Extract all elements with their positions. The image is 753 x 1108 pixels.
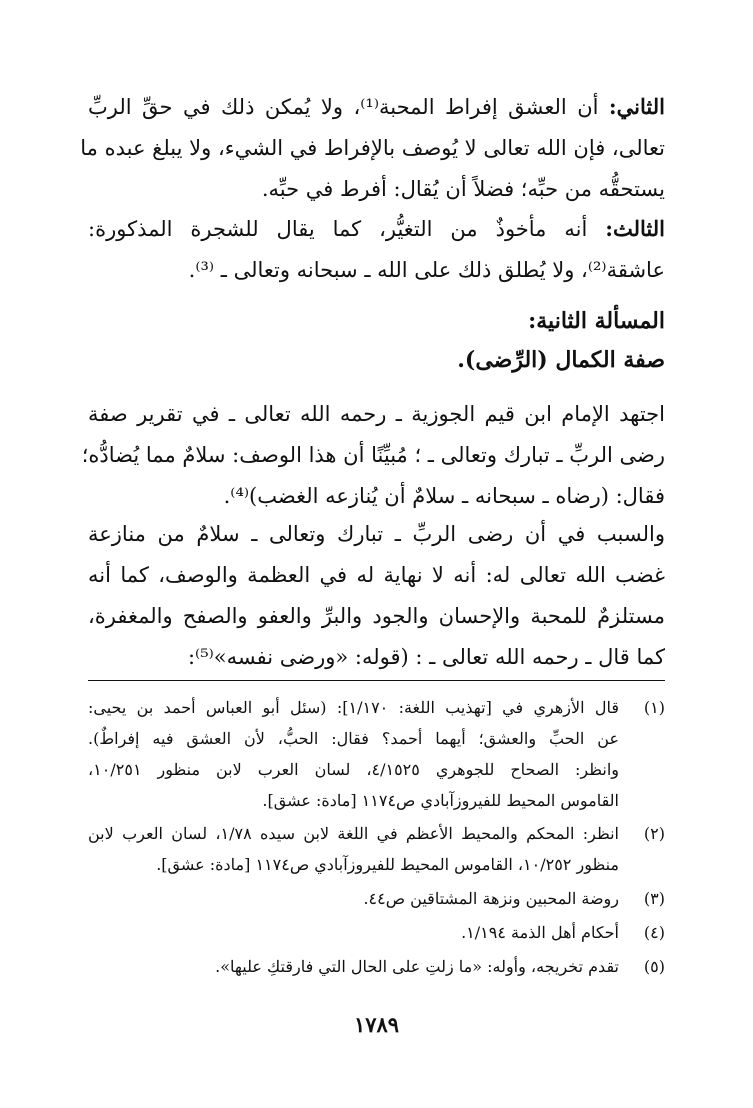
footnote-body: روضة المحبين ونزهة المشتاقين ص٤٤.	[363, 889, 619, 908]
footnote-body: تقدم تخريجه، وأوله: «ما زلتِ على الحال التي فارقتكِ عليها».	[215, 957, 619, 976]
paragraph-lead: الثالث:	[605, 216, 665, 241]
text-line: الثالث: أنه مأخوذٌ من التغيُّر، كما يقال للشجرة المذكورة:	[88, 216, 665, 241]
footnote-separator	[88, 680, 665, 681]
text-line: مستلزمٌ للمحبة والإحسان والجود والبرِّ والعفو والصفح والمغفرة،	[88, 604, 665, 628]
text-line: اجتهد الإمام ابن قيم الجوزية ـ رحمه الله تعالى ـ في تقرير صفة	[88, 402, 665, 426]
paragraph-third-reason	[88, 208, 665, 291]
paragraph-reason-rida	[88, 514, 665, 678]
footnote-body: أحكام أهل الذمة ١/١٩٤.	[461, 923, 619, 942]
paragraph-second-reason	[80, 86, 665, 210]
text-line: والسبب في أن رضى الربِّ ـ تبارك وتعالى ـ سلامٌ من منازعة	[88, 522, 665, 546]
text-line: فقال: (رضاه ـ سبحانه ـ سلامٌ أن يُنازعه الغضب)⁽⁴⁾.	[223, 484, 665, 508]
footnote-3	[88, 883, 665, 914]
text-line: غضب الله تعالى له: أنه لا نهاية له في العظمة والوصف، كما أنه	[88, 563, 665, 587]
footnote-number: (١)	[643, 698, 665, 717]
footnote-body: انظر: المحكم والمحيط الأعظم في اللغة لابن سيده ١/٧٨، لسان العرب لابن منظور ١٠/٢٥٢، القاموس المحيط للفيروزآبادي ص١١٧٤ [مادة: عشق].	[88, 824, 619, 874]
text-line: يستحقُّه من حبِّه؛ فضلاً أن يُقال: أفرط في حبِّه.	[261, 177, 665, 201]
page-number: ١٧٨٩	[353, 1012, 400, 1037]
footnote-1	[88, 692, 665, 816]
footnote-5	[88, 951, 665, 982]
text-line: رضى الربِّ ـ تبارك وتعالى ـ ؛ مُبيِّنًا أن هذا الوصف: سلامٌ مما يُضادُّه؛	[81, 443, 665, 467]
footnote-number: (٥)	[643, 957, 665, 976]
paragraph-ibn-qayyim	[81, 394, 665, 517]
footnote-number: (٢)	[643, 824, 665, 843]
footnote-4	[88, 917, 665, 948]
text-line: تعالى، فإن الله تعالى لا يُوصف بالإفراط في الشيء، ولا يبلغ عبده ما	[80, 136, 665, 160]
footnote-number: (٣)	[643, 889, 665, 908]
paragraph-lead: الثاني:	[608, 94, 665, 119]
text-line: الثاني: أن العشق إفراط المحبة⁽¹⁾، ولا يُمكن ذلك في حقِّ الربِّ	[88, 94, 665, 119]
footnote-2	[88, 818, 665, 880]
subheading: صفة الكمال (الرِّضى).	[457, 347, 665, 373]
footnote-number: (٤)	[643, 923, 665, 942]
section-heading: المسألة الثانية:	[528, 308, 665, 334]
text-line: عاشقة⁽²⁾، ولا يُطلق ذلك على الله ـ سبحانه وتعالى ـ ⁽³⁾.	[188, 258, 665, 282]
footnote-body: قال الأزهري في [تهذيب اللغة: ١/١٧٠]: (سئل أبو العباس أحمد بن يحيى: عن الحبِّ والعشق؛ أيهما أحمد؟ فقال: الحبُّ، لأن العشق فيه إفراطٌ). وانظر: الصحاح للجوهري ٤/١٥٢٥، لسان العرب لابن منظور ١٠/٢٥١، القاموس المحيط للفيروزآبادي ص١١٧٤ [مادة: عشق].	[88, 698, 619, 810]
text-line: كما قال ـ رحمه الله تعالى ـ : (قوله: «ورضى نفسه»⁽⁵⁾:	[187, 645, 665, 669]
